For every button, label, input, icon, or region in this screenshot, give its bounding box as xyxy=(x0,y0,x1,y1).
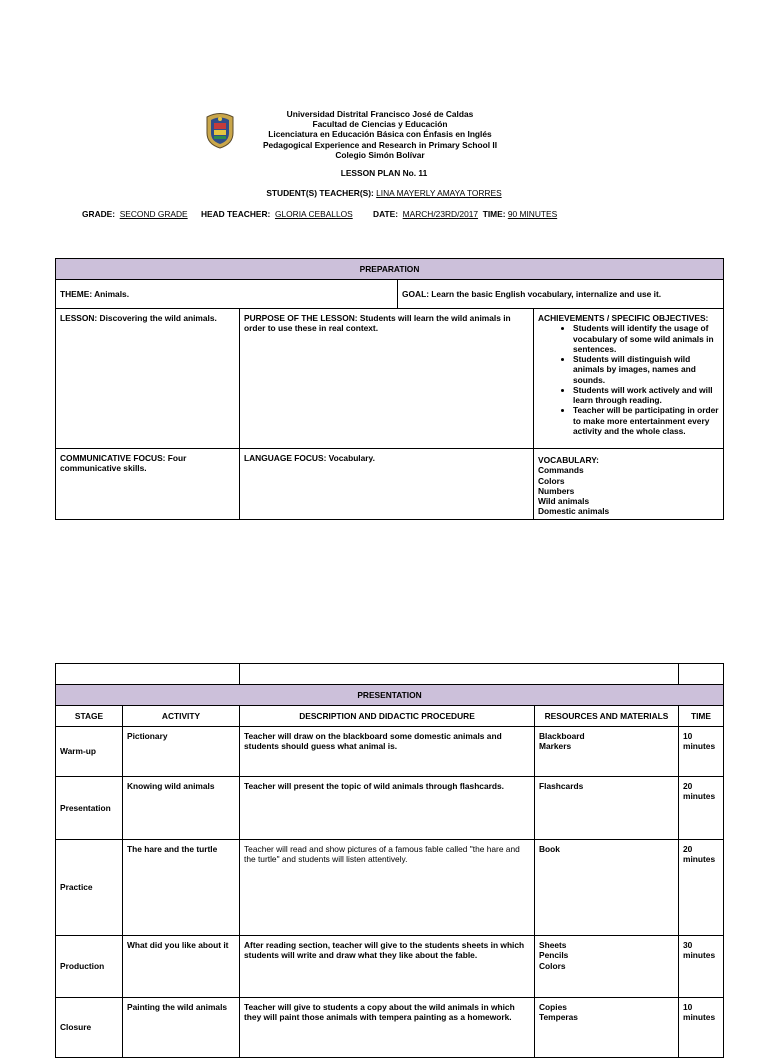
resource-item: Flashcards xyxy=(539,781,584,791)
time-amount: 20 xyxy=(683,781,693,791)
presentation-table xyxy=(55,663,724,1058)
empty-cell xyxy=(56,664,240,685)
stage-cell: Closure xyxy=(56,998,123,1058)
grade-value: SECOND GRADE xyxy=(119,209,188,219)
description-cell: After reading section, teacher will give to the students sheets in which students will write and draw what they like about the fable. xyxy=(240,936,535,998)
stage-cell: Warm-up xyxy=(56,727,123,777)
column-header-stage: STAGE xyxy=(56,706,123,727)
vocabulary-item: Wild animals xyxy=(538,496,590,506)
stage-cell: Production xyxy=(56,936,123,998)
grade-label: GRADE: xyxy=(82,209,116,219)
stage-cell: Practice xyxy=(56,840,123,936)
time-unit: minutes xyxy=(683,741,716,752)
resources-cell xyxy=(535,998,679,1058)
vocabulary-item: Colors xyxy=(538,475,565,486)
time-amount: 20 xyxy=(683,844,693,854)
stage-cell: Presentation xyxy=(56,777,123,840)
resource-item: Blackboard xyxy=(539,731,585,741)
date-label: DATE: xyxy=(373,209,398,219)
vocabulary-item: Commands xyxy=(538,465,584,476)
activity-cell: Painting the wild animals xyxy=(123,998,240,1058)
purpose-cell: PURPOSE OF THE LESSON: Students will learn the wild animals in order to use these in real context. xyxy=(240,309,534,449)
activity-cell: The hare and the turtle xyxy=(123,840,240,936)
time-cell xyxy=(679,998,724,1058)
resource-item: Temperas xyxy=(539,1012,578,1023)
time-unit: minutes xyxy=(683,1012,716,1023)
time-label: TIME: xyxy=(482,209,506,219)
objectives-list xyxy=(538,323,719,436)
vocabulary-title: VOCABULARY: xyxy=(538,455,599,465)
lesson-cell: LESSON: Discovering the wild animals. xyxy=(56,309,240,449)
resource-item: Colors xyxy=(539,960,566,971)
faculty-name: Facultad de Ciencias y Educación xyxy=(312,119,448,130)
time-unit: minutes xyxy=(683,950,716,961)
student-teacher-line xyxy=(0,188,768,198)
program-name: Licenciatura en Educación Básica con Énfasis en Inglés xyxy=(268,129,492,140)
time-amount: 10 xyxy=(683,1002,693,1012)
activity-cell: Knowing wild animals xyxy=(123,777,240,840)
achievements-title: ACHIEVEMENTS / SPECIFIC OBJECTIVES: xyxy=(538,313,709,323)
school-name: Colegio Simón Bolívar xyxy=(335,149,425,160)
empty-cell xyxy=(679,664,724,685)
activity-cell: What did you like about it xyxy=(123,936,240,998)
time-cell xyxy=(679,840,724,936)
vocabulary-cell xyxy=(534,449,724,520)
time-amount: 10 xyxy=(683,731,693,741)
resource-item: Copies xyxy=(539,1002,567,1012)
resources-cell xyxy=(535,777,679,840)
vocabulary-item: Domestic animals xyxy=(538,506,610,517)
time-cell xyxy=(679,777,724,840)
head-teacher-value: GLORIA CEBALLOS xyxy=(274,209,353,219)
resources-cell xyxy=(535,840,679,936)
description-cell: Teacher will present the topic of wild animals through flashcards. xyxy=(240,777,535,840)
column-header-description: DESCRIPTION AND DIDACTIC PROCEDURE xyxy=(240,706,535,727)
resources-cell xyxy=(535,936,679,998)
resource-item: Pencils xyxy=(539,950,569,961)
theme-cell: THEME: Animals. xyxy=(56,280,398,309)
description-cell: Teacher will draw on the blackboard some domestic animals and students should guess what animal is. xyxy=(240,727,535,777)
empty-cell xyxy=(240,664,679,685)
time-amount: 30 xyxy=(683,940,693,950)
achievements-cell xyxy=(534,309,724,449)
column-header-time: TIME xyxy=(679,706,724,727)
time-cell xyxy=(679,727,724,777)
resource-item: Sheets xyxy=(539,940,567,950)
student-teacher-label: STUDENT(S) TEACHER(S): xyxy=(266,188,374,198)
objective-item: • Students will distinguish wild animals by images, names and sounds. xyxy=(573,354,719,385)
time-unit: minutes xyxy=(683,791,716,802)
table-row xyxy=(56,727,724,777)
table-row xyxy=(56,840,724,936)
presentation-title: PRESENTATION xyxy=(56,685,724,706)
preparation-title: PREPARATION xyxy=(56,259,724,280)
time-cell xyxy=(679,936,724,998)
time-value: 90 MINUTES xyxy=(507,209,558,219)
student-teacher-value: LINA MAYERLY AMAYA TORRES xyxy=(376,188,502,198)
grade-info-line xyxy=(82,209,557,219)
objective-item: • Teacher will be participating in order to make more entertainment every activity and the whole class. xyxy=(573,405,719,436)
language-focus-cell: LANGUAGE FOCUS: Vocabulary. xyxy=(240,449,534,520)
lesson-plan-number: LESSON PLAN No. 11 xyxy=(340,168,428,178)
date-value: MARCH/23RD/2017 xyxy=(402,209,479,219)
table-row xyxy=(56,936,724,998)
head-teacher-label: HEAD TEACHER: xyxy=(200,209,271,219)
objective-item: • Students will work actively and will learn through reading. xyxy=(573,385,719,406)
institution-header xyxy=(150,109,610,160)
resources-cell xyxy=(535,727,679,777)
activity-cell: Pictionary xyxy=(123,727,240,777)
column-header-activity: ACTIVITY xyxy=(123,706,240,727)
goal-cell: GOAL: Learn the basic English vocabulary, internalize and use it. xyxy=(398,280,724,309)
vocabulary-item: Numbers xyxy=(538,485,575,496)
description-cell: Teacher will give to students a copy about the wild animals in which they will paint those animals with tempera painting as a homework. xyxy=(240,998,535,1058)
university-name: Universidad Distrital Francisco José de Caldas xyxy=(286,109,474,119)
communicative-focus-cell: COMMUNICATIVE FOCUS: Four communicative skills. xyxy=(56,449,240,520)
table-row xyxy=(56,777,724,840)
course-name: Pedagogical Experience and Research in Primary School II xyxy=(262,139,498,150)
objective-item: • Students will identify the usage of vocabulary of some wild animals in sentences. xyxy=(573,323,719,354)
preparation-table xyxy=(55,258,724,520)
table-row xyxy=(56,998,724,1058)
resource-item: Markers xyxy=(539,741,572,752)
description-cell: Teacher will read and show pictures of a famous fable called "the hare and the turtle" and students will listen attentively. xyxy=(240,840,535,936)
time-unit: minutes xyxy=(683,854,716,865)
resource-item: Book xyxy=(539,844,560,854)
column-header-resources: RESOURCES AND MATERIALS xyxy=(535,706,679,727)
